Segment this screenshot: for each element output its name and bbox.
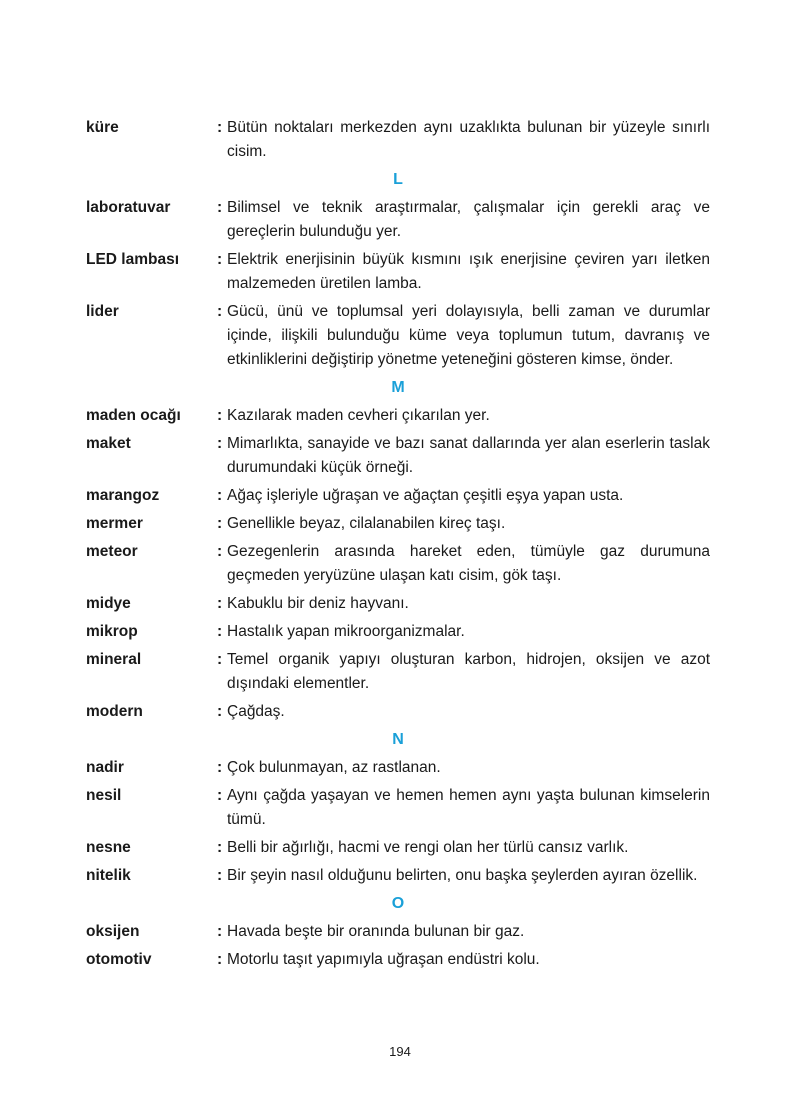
entry-definition: Ağaç işleriyle uğraşan ve ağaçtan çeşitli eşya yapan usta. bbox=[227, 487, 624, 504]
entry-separator: : bbox=[217, 759, 223, 776]
glossary-entry bbox=[86, 404, 710, 428]
glossary-entry bbox=[86, 592, 710, 616]
entry-definition-block bbox=[217, 920, 710, 944]
entry-term: maden ocağı bbox=[86, 407, 181, 424]
entry-definition: Gezegenlerin arasında hareket eden, tümüyle gaz durumuna geçmeden yeryüzüne ulaşan katı cisim, gök taşı. bbox=[227, 543, 710, 584]
entry-definition: Aynı çağda yaşayan ve hemen hemen aynı yaşta bulunan kimselerin tümü. bbox=[227, 787, 710, 828]
glossary-entry bbox=[86, 864, 710, 888]
entry-separator: : bbox=[217, 251, 223, 268]
entry-definition-block bbox=[217, 864, 710, 888]
entry-definition: Elektrik enerjisinin büyük kısmını ışık enerjisine çeviren yarı iletken malzemeden üretilen lamba. bbox=[227, 251, 710, 292]
glossary-entry bbox=[86, 116, 710, 164]
entry-definition: Mimarlıkta, sanayide ve bazı sanat dallarında yer alan eserlerin taslak durumundaki küçük örneği. bbox=[227, 435, 710, 476]
letter-heading: O bbox=[391, 895, 405, 912]
entry-definition-block bbox=[217, 404, 710, 428]
entry-definition-block bbox=[217, 116, 710, 164]
glossary-entry bbox=[86, 248, 710, 296]
glossary bbox=[86, 116, 710, 976]
entry-definition: Belli bir ağırlığı, hacmi ve rengi olan her türlü cansız varlık. bbox=[227, 839, 629, 856]
entry-term: LED lambası bbox=[86, 251, 180, 268]
entry-separator: : bbox=[217, 595, 223, 612]
entry-definition: Temel organik yapıyı oluşturan karbon, hidrojen, oksijen ve azot dışındaki elementler. bbox=[227, 651, 710, 692]
entry-separator: : bbox=[217, 119, 223, 136]
glossary-entry bbox=[86, 784, 710, 832]
entry-separator: : bbox=[217, 487, 223, 504]
entry-definition-block bbox=[217, 248, 710, 296]
entry-definition-block bbox=[217, 836, 710, 860]
entry-definition-block bbox=[217, 484, 710, 508]
glossary-entry bbox=[86, 432, 710, 480]
glossary-entry bbox=[86, 540, 710, 588]
entry-term: maket bbox=[86, 435, 131, 452]
entry-definition-block bbox=[217, 700, 710, 724]
entry-definition-block bbox=[217, 432, 710, 480]
letter-heading: L bbox=[393, 171, 403, 188]
entry-separator: : bbox=[217, 951, 223, 968]
entry-term: midye bbox=[86, 595, 131, 612]
entry-definition: Çağdaş. bbox=[227, 703, 285, 720]
entry-separator: : bbox=[217, 867, 223, 884]
page-number: 194 bbox=[389, 1044, 411, 1059]
entry-term: marangoz bbox=[86, 487, 160, 504]
letter-heading: M bbox=[391, 379, 405, 396]
entry-definition: Bilimsel ve teknik araştırmalar, çalışmalar için gerekli araç ve gereçlerin bulunduğu yer. bbox=[227, 199, 710, 240]
entry-term: oksijen bbox=[86, 923, 140, 940]
entry-term: nesil bbox=[86, 787, 122, 804]
glossary-entry bbox=[86, 512, 710, 536]
entry-separator: : bbox=[217, 623, 223, 640]
entry-definition-block bbox=[217, 540, 710, 588]
entry-separator: : bbox=[217, 543, 223, 560]
glossary-entry bbox=[86, 620, 710, 644]
glossary-entry bbox=[86, 836, 710, 860]
entry-term: laboratuvar bbox=[86, 199, 171, 216]
entry-term: nesne bbox=[86, 839, 131, 856]
entry-definition: Kabuklu bir deniz hayvanı. bbox=[227, 595, 409, 612]
entry-definition-block bbox=[217, 300, 710, 372]
entry-definition: Hastalık yapan mikroorganizmalar. bbox=[227, 623, 465, 640]
letter-heading: N bbox=[392, 731, 404, 748]
glossary-entry bbox=[86, 484, 710, 508]
glossary-entry bbox=[86, 700, 710, 724]
entry-term: nitelik bbox=[86, 867, 131, 884]
entry-separator: : bbox=[217, 303, 223, 320]
entry-definition: Çok bulunmayan, az rastlanan. bbox=[227, 759, 441, 776]
glossary-entry bbox=[86, 648, 710, 696]
entry-definition-block bbox=[217, 196, 710, 244]
entry-definition: Gücü, ünü ve toplumsal yeri dolayısıyla, belli zaman ve durumlar içinde, ilişkili bulunduğu küme veya toplumun tutum, davranış ve etkinliklerini değiştirip yönetme yeteneğini gösteren kimse, önder. bbox=[227, 303, 710, 368]
entry-separator: : bbox=[217, 787, 223, 804]
glossary-entry bbox=[86, 756, 710, 780]
entry-definition: Bir şeyin nasıl olduğunu belirten, onu başka şeylerden ayıran özellik. bbox=[227, 867, 698, 884]
glossary-entry bbox=[86, 196, 710, 244]
entry-definition-block bbox=[217, 756, 710, 780]
entry-definition-block bbox=[217, 948, 710, 972]
entry-definition: Kazılarak maden cevheri çıkarılan yer. bbox=[227, 407, 490, 424]
entry-separator: : bbox=[217, 651, 223, 668]
entry-separator: : bbox=[217, 839, 223, 856]
entry-term: mermer bbox=[86, 515, 143, 532]
glossary-entry bbox=[86, 948, 710, 972]
entry-term: mikrop bbox=[86, 623, 138, 640]
entry-definition-block bbox=[217, 620, 710, 644]
entry-definition-block bbox=[217, 784, 710, 832]
glossary-entry bbox=[86, 300, 710, 372]
entry-definition-block bbox=[217, 648, 710, 696]
entry-term: modern bbox=[86, 703, 143, 720]
entry-term: otomotiv bbox=[86, 951, 152, 968]
entry-separator: : bbox=[217, 515, 223, 532]
entry-definition: Genellikle beyaz, cilalanabilen kireç taşı. bbox=[227, 515, 506, 532]
entry-term: mineral bbox=[86, 651, 142, 668]
entry-separator: : bbox=[217, 435, 223, 452]
entry-term: lider bbox=[86, 303, 119, 320]
entry-definition: Havada beşte bir oranında bulunan bir gaz. bbox=[227, 923, 525, 940]
entry-term: nadir bbox=[86, 759, 124, 776]
entry-separator: : bbox=[217, 923, 223, 940]
entry-definition: Motorlu taşıt yapımıyla uğraşan endüstri kolu. bbox=[227, 951, 540, 968]
entry-separator: : bbox=[217, 199, 223, 216]
entry-definition-block bbox=[217, 592, 710, 616]
entry-term: meteor bbox=[86, 543, 138, 560]
entry-definition-block bbox=[217, 512, 710, 536]
entry-separator: : bbox=[217, 703, 223, 720]
entry-definition: Bütün noktaları merkezden aynı uzaklıkta bulunan bir yüzeyle sınırlı cisim. bbox=[227, 119, 710, 160]
glossary-entry bbox=[86, 920, 710, 944]
entry-separator: : bbox=[217, 407, 223, 424]
entry-term: küre bbox=[86, 119, 119, 136]
